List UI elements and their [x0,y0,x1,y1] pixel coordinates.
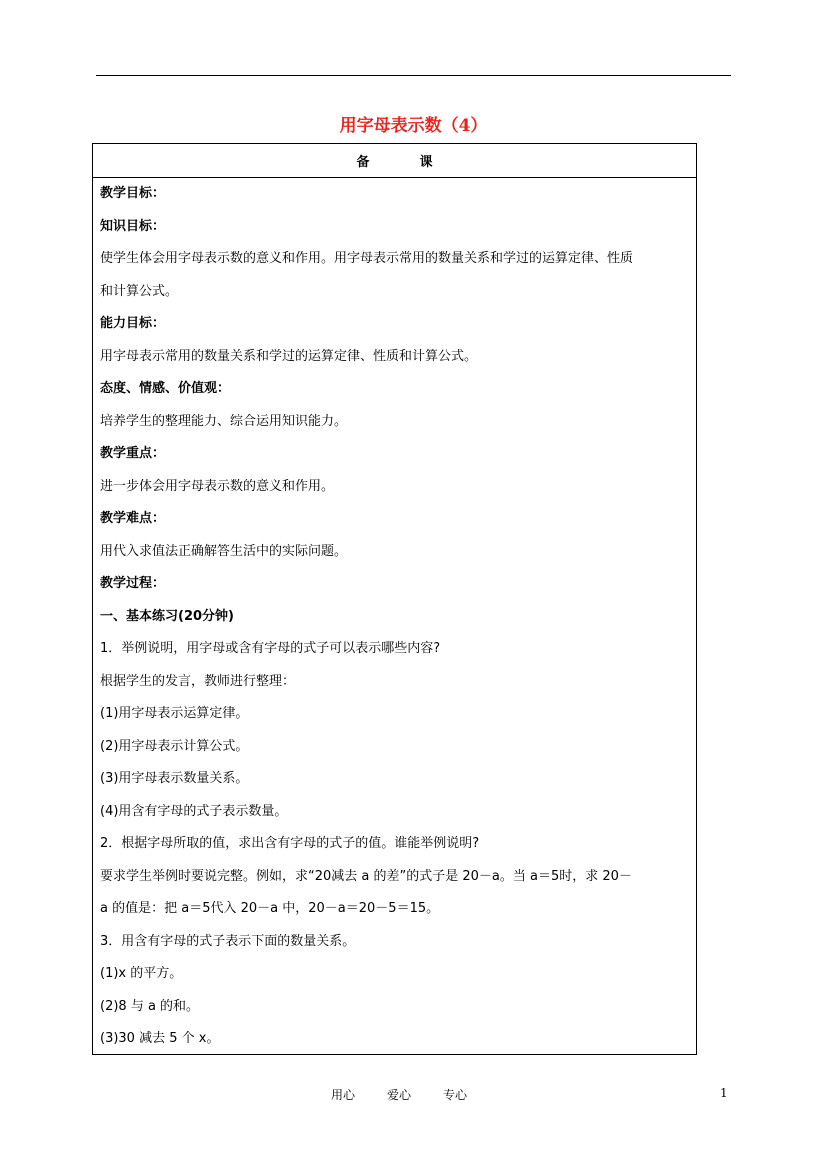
paragraph-line: 培养学生的整理能力、综合运用知识能力。 [100,413,348,429]
paragraph-line: (3)30 减去 5 个 x。 [100,1031,220,1046]
paragraph-line: 进一步体会用字母表示数的意义和作用。 [100,478,335,494]
section-heading: 教学难点： [100,511,166,526]
paragraph-line: 和计算公式。 [100,283,179,299]
paragraph-line: a 的值是：把 a＝5代入 20－a 中，20－a＝20－5＝15。 [100,901,440,916]
section-heading: 教学重点： [100,446,166,461]
paragraph-line: (2)8 与 a 的和。 [100,998,200,1014]
paragraph-line: 3．用含有字母的式子表示下面的数量关系。 [100,933,356,949]
footer-word: 爱心 [387,1088,412,1102]
header-rule [96,75,731,76]
section-heading: 知识目标： [100,218,166,234]
paragraph-line: (1)用字母表示运算定律。 [100,706,249,721]
paragraph-line: 用字母表示常用的数量关系和学过的运算定律、性质和计算公式。 [100,348,478,364]
section-heading: 能力目标： [100,316,166,331]
paragraph-line: (2)用字母表示计算公式。 [100,738,249,754]
page-number: 1 [720,1086,728,1100]
paragraph-line: (3)用字母表示数量关系。 [100,771,249,786]
page-footer [0,1086,827,1104]
footer-word: 用心 [331,1088,356,1102]
paragraph-line: 根据学生的发言，教师进行整理： [100,673,296,689]
paragraph-line: 用代入求值法正确解答生活中的实际问题。 [100,543,348,559]
document-title: 用字母表示数（4） [339,116,488,136]
paragraph-line: (4)用含有字母的式子表示数量。 [100,803,288,819]
section-heading: 态度、情感、价值观： [100,381,231,396]
footer-word: 专心 [443,1088,468,1102]
paragraph-line: 要求学生举例时要说完整。例如，求“20减去 a 的差”的式子是 20－a。当 a＝5时，求 20－ [100,868,632,884]
paragraph-line: 1．举例说明，用字母或含有字母的式子可以表示哪些内容? [100,641,441,656]
section-heading: 教学过程： [100,576,166,591]
paragraph-line: (1)x 的平方。 [100,966,183,981]
paragraph-line: 2．根据字母所取的值，求出含有字母的式子的值。谁能举例说明? [100,836,480,851]
section-heading: 教学目标： [100,186,166,201]
paragraph-line: 使学生体会用字母表示数的意义和作用。用字母表示常用的数量关系和学过的运算定律、性质 [100,251,634,266]
lesson-plan-table [92,143,697,1055]
lesson-content [93,178,696,1056]
section-heading: 一、基本练习(20分钟) [100,608,234,624]
table-header: 备课 [93,144,696,178]
